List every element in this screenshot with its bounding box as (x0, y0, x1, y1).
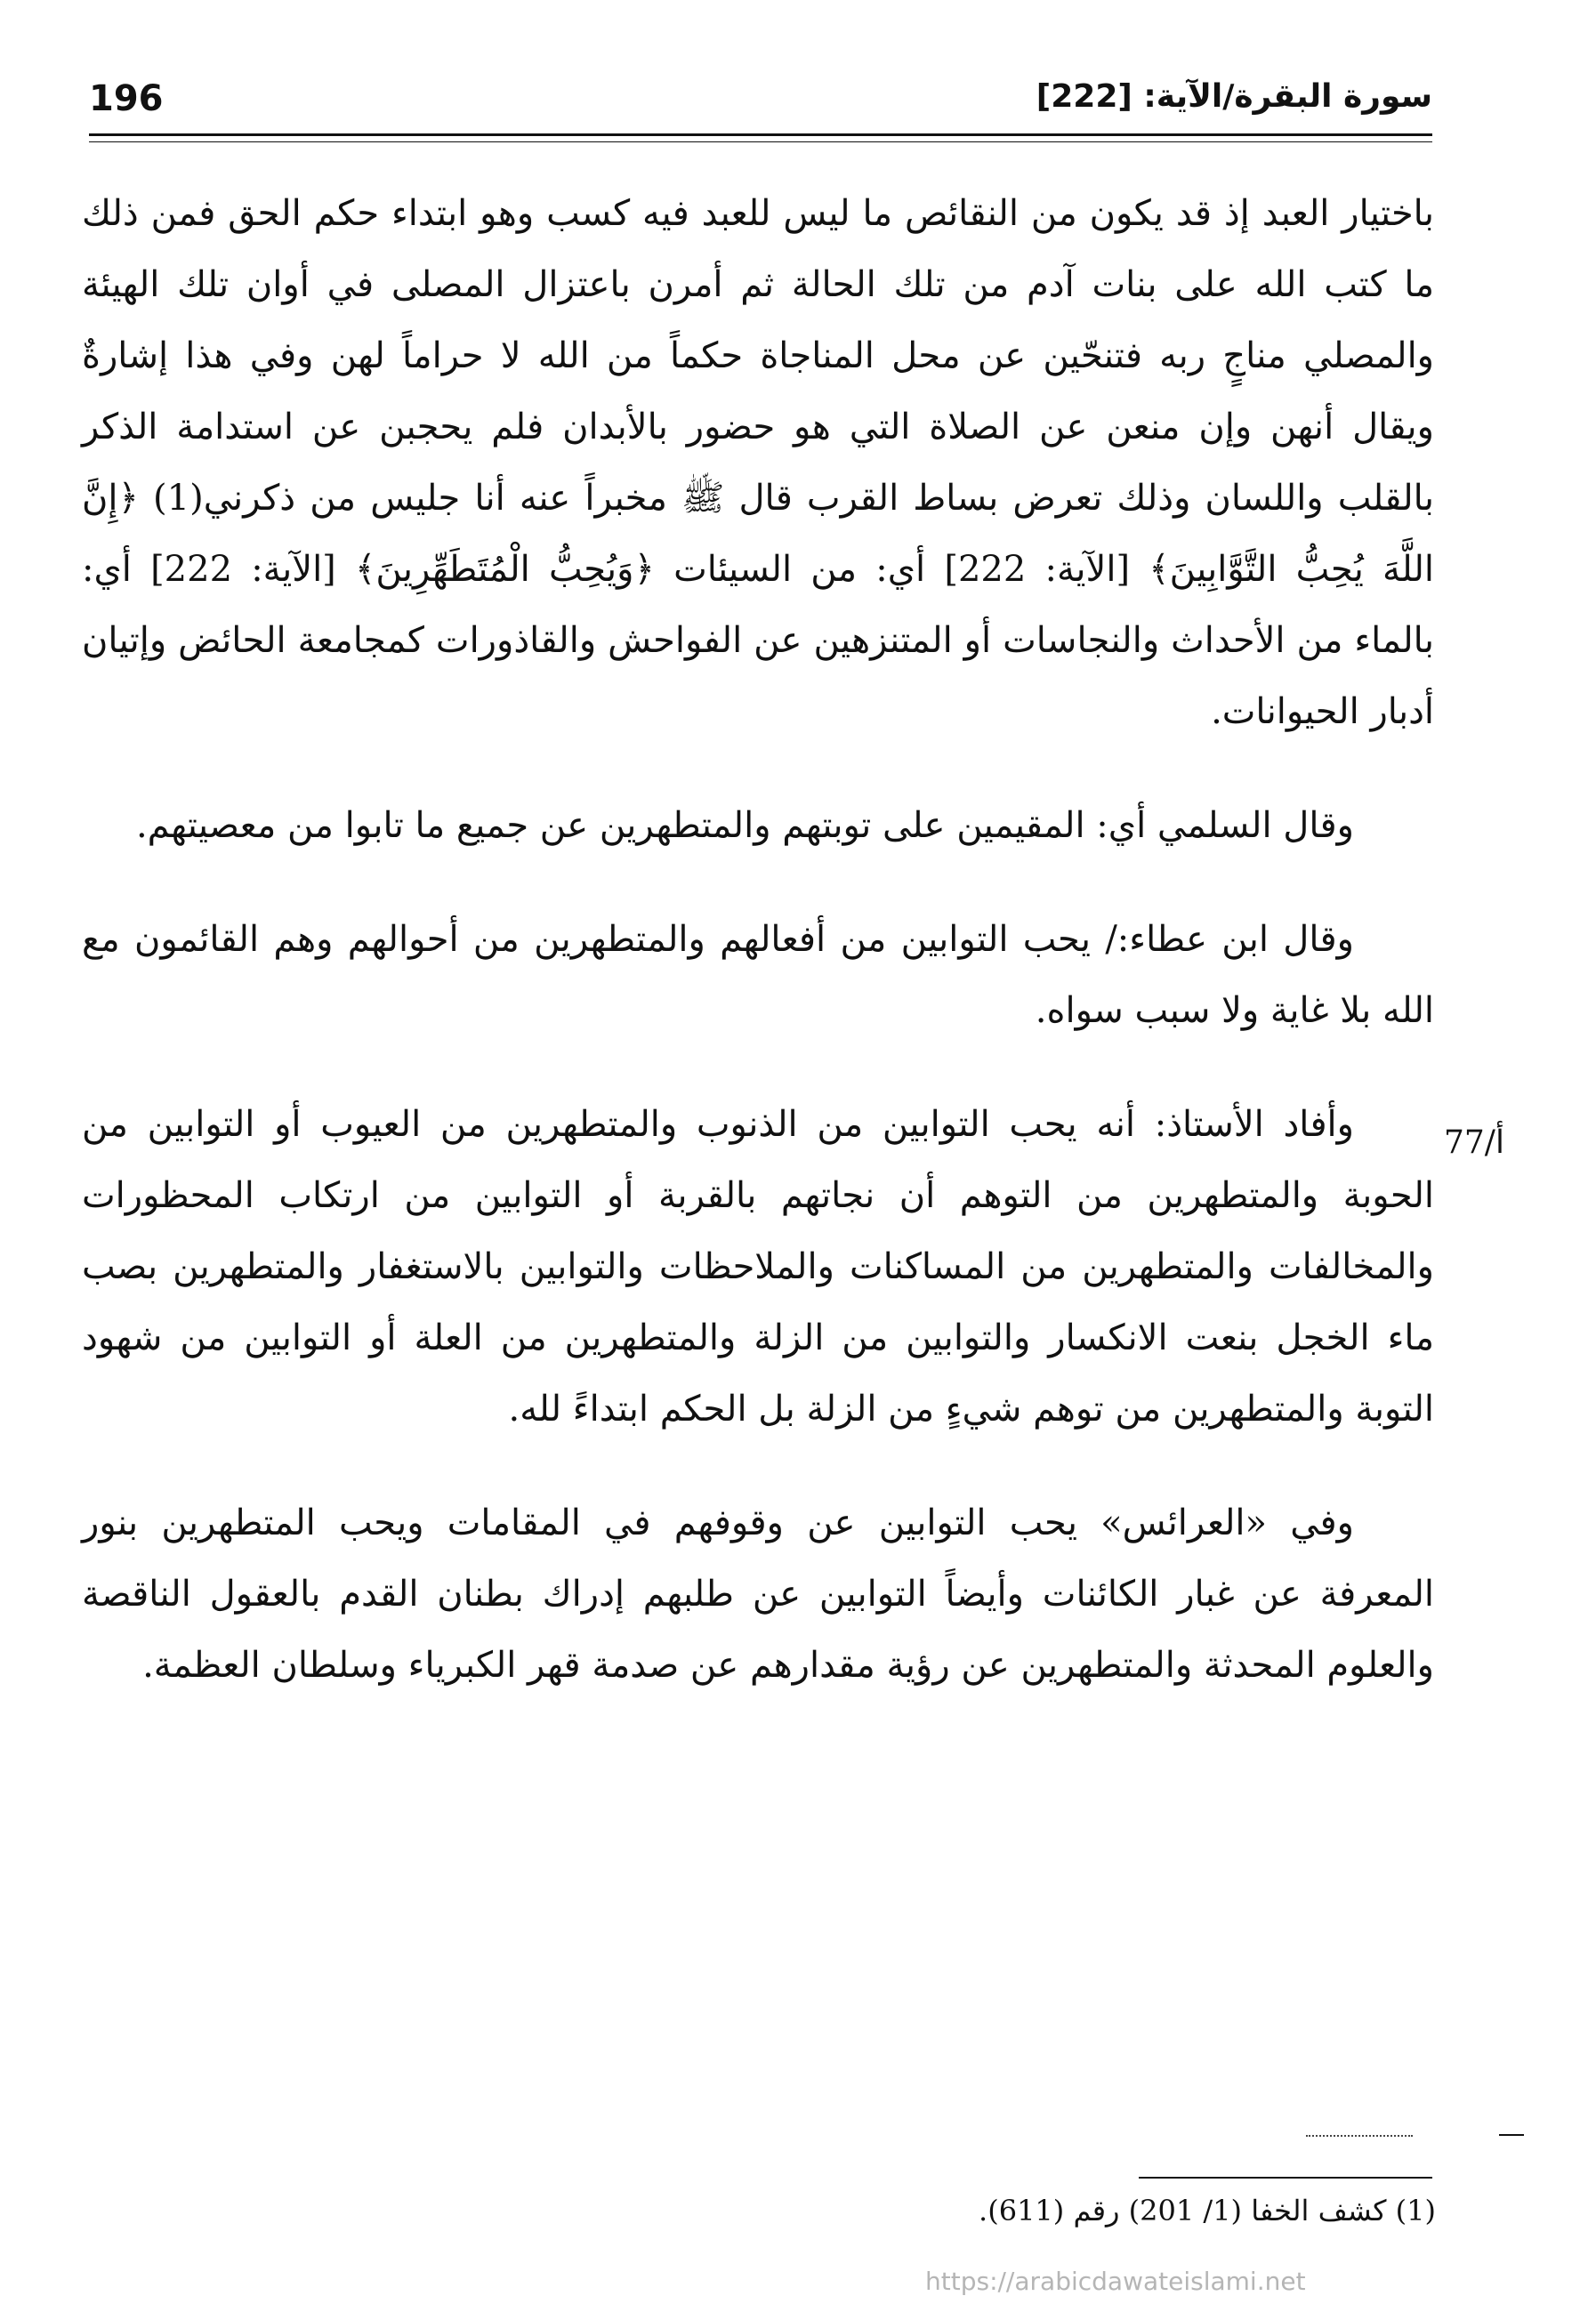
footnote-rule (1139, 2177, 1432, 2179)
paragraph-1: باختيار العبد إذ قد يكون من النقائص ما ليس للعبد فيه كسب وهو ابتداء حكم الحق فمن ذلك ما كتب الله على بنات آدم من تلك الحالة ثم أمرن باعتزال المصلى في أوان تلك الهيئة والمصلي مناجٍ ربه فتنحّين عن محل المناجاة حكماً من الله لا حراماً لهن وفي هذا إشارةٌ ويقال أنهن وإن منعن عن الصلاة التي هو حضور بالأبدان فلم يحجبن عن استدامة الذكر بالقلب واللسان وذلك تعرض بساط القرب قال ﷺ مخبراً عنه أنا جليس من ذكرني(1) ﴿إِنَّ اللَّهَ يُحِبُّ التَّوَّابِينَ﴾ [الآية: 222] أي: من السيئات ﴿وَيُحِبُّ الْمُتَطَهِّرِينَ﴾ [الآية: 222] أي: بالماء من الأحداث والنجاسات أو المتنزهين عن الفواحش والقاذورات كمجامعة الحائض وإتيان أدبار الحيوانات. (82, 193, 1435, 732)
footnote: (1) كشف الخفا (1/ 201) رقم (611). (979, 2194, 1436, 2227)
header-rule (89, 133, 1432, 136)
dotted-divider (1306, 2135, 1413, 2137)
running-head: سورة البقرة/الآية: [222] (1036, 78, 1432, 115)
paragraph-2: وقال السلمي أي: المقيمين على توبتهم والمتطهرين عن جميع ما تابوا من معصيتهم. (135, 805, 1354, 846)
manuscript-folio-marker: 77/أ (1444, 1124, 1504, 1161)
header-rule-thin (89, 141, 1432, 142)
body-text (82, 178, 1434, 1701)
margin-dash (1499, 2134, 1524, 2136)
watermark-url: https://arabicdawateislami.net (925, 2267, 1306, 2296)
page-header (89, 78, 1432, 132)
page-number: 196 (89, 78, 164, 119)
paragraph-4: وأفاد الأستاذ: أنه يحب التوابين من الذنوب والمتطهرين من العيوب أو التوابين من الحوبة والمتطهرين من التوهم أن نجاتهم بالقربة أو التوابين من ارتكاب المحظورات والمخالفات والمتطهرين من المساكنات والملاحظات والتوابين بالاستغفار والمتطهرين بصب ماء الخجل بنعت الانكسار والتوابين من الزلة والمتطهرين من العلة أو التوابين من شهود التوبة والمتطهرين من توهم شيءٍ من الزلة بل الحكم ابتداءً لله. (82, 1104, 1435, 1430)
paragraph-3: وقال ابن عطاء:/ يحب التوابين من أفعالهم والمتطهرين من أحوالهم وهم القائمون مع الله بلا غاية ولا سبب سواه. (82, 919, 1434, 1031)
paragraph-5: وفي «العرائس» يحب التوابين عن وقوفهم في المقامات ويحب المتطهرين بنور المعرفة عن غبار الكائنات وأيضاً التوابين عن طلبهم إدراك بطنان القدم بالعقول الناقصة والعلوم المحدثة والمتطهرين عن رؤية مقدارهم عن صدمة قهر الكبرياء وسلطان العظمة. (82, 1502, 1434, 1686)
